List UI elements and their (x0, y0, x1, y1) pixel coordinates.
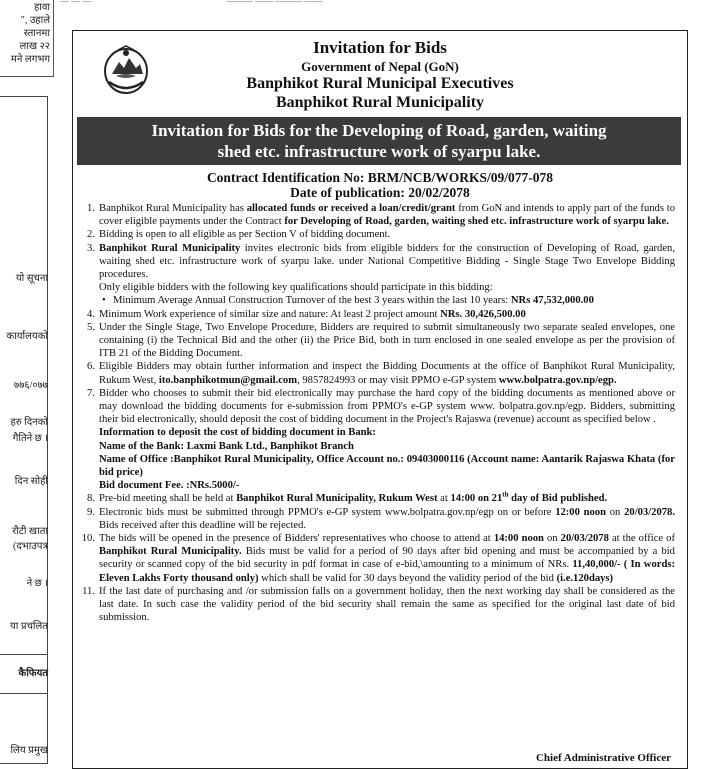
top-strip-fragment: — — — (60, 0, 92, 6)
item-text-bold: 12:00 noon (555, 506, 607, 518)
item-text: Bids received after this deadline will be rejected. (99, 519, 307, 531)
email-link[interactable]: ito.banphikotmun@gmail.com (158, 374, 298, 386)
item-text: Bids must be valid for a period of 90 days after bid opening and must be accompanied by a bid security or scanned copy of the bid security in pdf format in case of e-bid,\amounting to a minimum of NRs. (99, 546, 675, 571)
list-item (79, 360, 675, 386)
item-text-bold: for Developing of Road, garden, waiting shed etc. infrastructure work of syarpu lake. (284, 216, 669, 228)
item-text-bold: Banphikot Rural Municipality, Rukum West (236, 493, 438, 505)
left-fragment: दिन सोही (14, 476, 48, 487)
municipality-name: Banphikot Rural Municipality (275, 94, 485, 111)
office-account: Name of Office :Banphikot Rural Municipality, Office Account no.: 09403000116 (Account name: Aantarik Rajaswa Khata (for bid price) (99, 453, 675, 479)
list-item (79, 532, 675, 585)
item-text: on (543, 533, 561, 545)
item-text-bold: Banphikot Rural Municipality (99, 242, 241, 254)
item-text: , 9857824993 or may visit PPMO e-GP system (297, 374, 499, 386)
item-number: 9. (87, 506, 95, 518)
bank-info-header: Information to deposit the cost of bidding document in Bank: (99, 427, 376, 439)
contract-info (73, 170, 687, 200)
left-fragment: (दभाउपत्र (13, 541, 48, 552)
remark-header: कैफियत (0, 654, 48, 694)
item-text-bold: (i.e.120days) (556, 572, 614, 584)
document-fee: Bid document Fee. :NRs.5000/- (99, 480, 240, 492)
item-text-bold: day of Bid published. (508, 493, 608, 505)
left-fragment: ७७६/०७७ (14, 380, 48, 391)
item-text: on (606, 506, 625, 518)
item-number: 8. (87, 493, 95, 505)
item-text: invites electronic bids from eligible bidders for the construction of Developing of Road, garden, waiting shed etc. infrastructure work of syarpu lake. under National Competitive Bidding - Single Stage Two Envelope Bidding procedures. (99, 242, 676, 281)
left-fragment: यो सूचना (15, 273, 48, 284)
item-text: which shall be valid for 30 days beyond the validity period of the bid (258, 572, 557, 584)
item-number: 6. (87, 361, 95, 373)
item-text-bold: 20/03/2078 (560, 533, 609, 545)
government-name: Government of Nepal (GoN) (301, 59, 459, 74)
list-item (79, 228, 675, 241)
item-text: Eligible Bidders may obtain further information and inspect the Bidding Documents at the office of Banphikot Rural Municipality, Rukum West, (99, 361, 675, 386)
item-text-bold: NRs. 30,426,500.00 (440, 308, 526, 320)
contract-id: Contract Identification No: BRM/NCB/WORKS/09/077-078 (206, 170, 554, 185)
top-strip (56, 0, 701, 10)
item-text: from GoN and intends to apply part of the funds to cover eligible payments under the Contract (99, 203, 675, 228)
item-text: at the office of (608, 533, 676, 545)
notice-title: Invitation for Bids (313, 38, 447, 57)
list-item (79, 585, 675, 625)
left-fragment: लाख २२ (19, 41, 50, 52)
item-number: 11. (82, 585, 95, 597)
notice-banner (77, 117, 681, 165)
item-text-bold: allocated funds or received a loan/credit/grant (246, 203, 456, 214)
left-fragment: ", उहाले (20, 15, 50, 26)
item-text: Minimum Work experience of similar size and nature: At least 2 project amount (99, 308, 441, 320)
item-text: If the last date of purchasing and /or submission falls on a government holiday, then the next working day shall be considered as the last date. In such case the validity period of the bid security shall remain the same as specified for the original last date of bid submission. (99, 585, 675, 624)
bank-name: Name of the Bank: Laxmi Bank Ltd., Banphikot Branch (99, 440, 354, 452)
notice-items (79, 202, 675, 625)
banner-line: Invitation for Bids for the Developing of Road, garden, waiting (151, 121, 607, 140)
bid-notice (72, 30, 688, 769)
website-link[interactable]: www.bolpatra.gov.np/egp. (498, 374, 617, 386)
left-fragment: ने छ । (26, 578, 48, 589)
item-text: Under the Single Stage, Two Envelope Procedure, Bidders are required to submit simultaneously two separate sealed envelopes, one containing (i) the Technical Bid and the other (ii) the Price Bid, both in turn enclosed in one sealed envelope as per the provision of ITB 21 of the Bidding Document. (99, 321, 675, 360)
item-text: Only eligible bidders with the following key qualifications should participate in this bidding: (99, 282, 493, 294)
item-text: The bids will be opened in the presence of Bidders' representatives who choose to attend at (99, 533, 494, 545)
list-item (79, 242, 675, 308)
list-item (79, 492, 675, 505)
item-text-bold: 14:00 on 21 (450, 493, 503, 505)
left-fragment: कार्यालयको (6, 331, 48, 342)
left-fragment: हावा (33, 2, 50, 13)
item-text: Minimum Average Annual Construction Turnover of the best 3 years within the last 10 years: (113, 295, 511, 307)
item-number: 3. (87, 242, 95, 254)
list-item (79, 308, 675, 321)
top-strip-fragment: ——— —— ——— —— (226, 0, 323, 6)
publication-date: Date of publication: 20/02/2078 (290, 185, 470, 200)
item-number: 4. (87, 308, 95, 320)
item-number: 10. (81, 533, 95, 545)
item-text-bold: 14:00 noon (493, 533, 544, 545)
left-fragment: लिय प्रमुख (10, 745, 48, 756)
left-fragment: गैतिने छ । (12, 433, 48, 444)
left-fragment: या प्रचलित (10, 621, 48, 632)
list-item (79, 387, 675, 493)
left-fragment: रौटी खाता (12, 526, 48, 537)
list-item (79, 506, 675, 532)
item-text-bold: NRs 47,532,000.00 (510, 295, 594, 307)
left-fragment: स्तानमा (23, 28, 50, 39)
qualification-bullet (99, 294, 675, 307)
adjacent-column (0, 0, 56, 769)
item-text: Banphikot Rural Municipality has (99, 203, 247, 214)
item-text-sup: th (502, 490, 509, 499)
item-text-bold: Banphikot Rural Municipality. (99, 546, 242, 558)
executives-name: Banphikot Rural Municipal Executives (246, 75, 514, 92)
item-text: at (437, 493, 451, 505)
item-number: 2. (87, 229, 95, 241)
banner-line: shed etc. infrastructure work of syarpu lake. (217, 142, 541, 161)
item-number: 7. (87, 387, 95, 399)
left-fragment: मने लगभग (10, 54, 50, 65)
item-number: 1. (87, 203, 95, 214)
adjacent-top-box (0, 0, 54, 77)
item-text-bold: 11,40,000/- ( In words: Eleven Lakhs Forty thousand only) (99, 559, 675, 584)
item-number: 5. (87, 321, 95, 333)
left-fragment: हरु दिनको (10, 417, 48, 428)
item-text-bold: 20/03/2078. (624, 506, 675, 518)
list-item (79, 321, 675, 361)
item-text: Pre-bid meeting shall be held at (99, 493, 237, 505)
signoff: Chief Administrative Officer (535, 752, 671, 764)
list-item (79, 202, 675, 228)
item-text: Bidder who chooses to submit their bid electronically may purchase the hard copy of the bidding documents as mentioned above or may download the bidding documents for e-submission from PPMO's e-GP system www. bolpatra.gov.np/egp. Bidders, submitting their bid electronically, should deposit the cost of bidding document in the Project's Rajaswa (revenue) account as specified below . (99, 387, 675, 426)
item-text: Bidding is open to all eligible as per Section V of bidding document. (99, 229, 391, 241)
item-text: Electronic bids must be submitted through PPMO's e-GP system www.bolpatra.gov.np/egp on or before (99, 506, 556, 518)
